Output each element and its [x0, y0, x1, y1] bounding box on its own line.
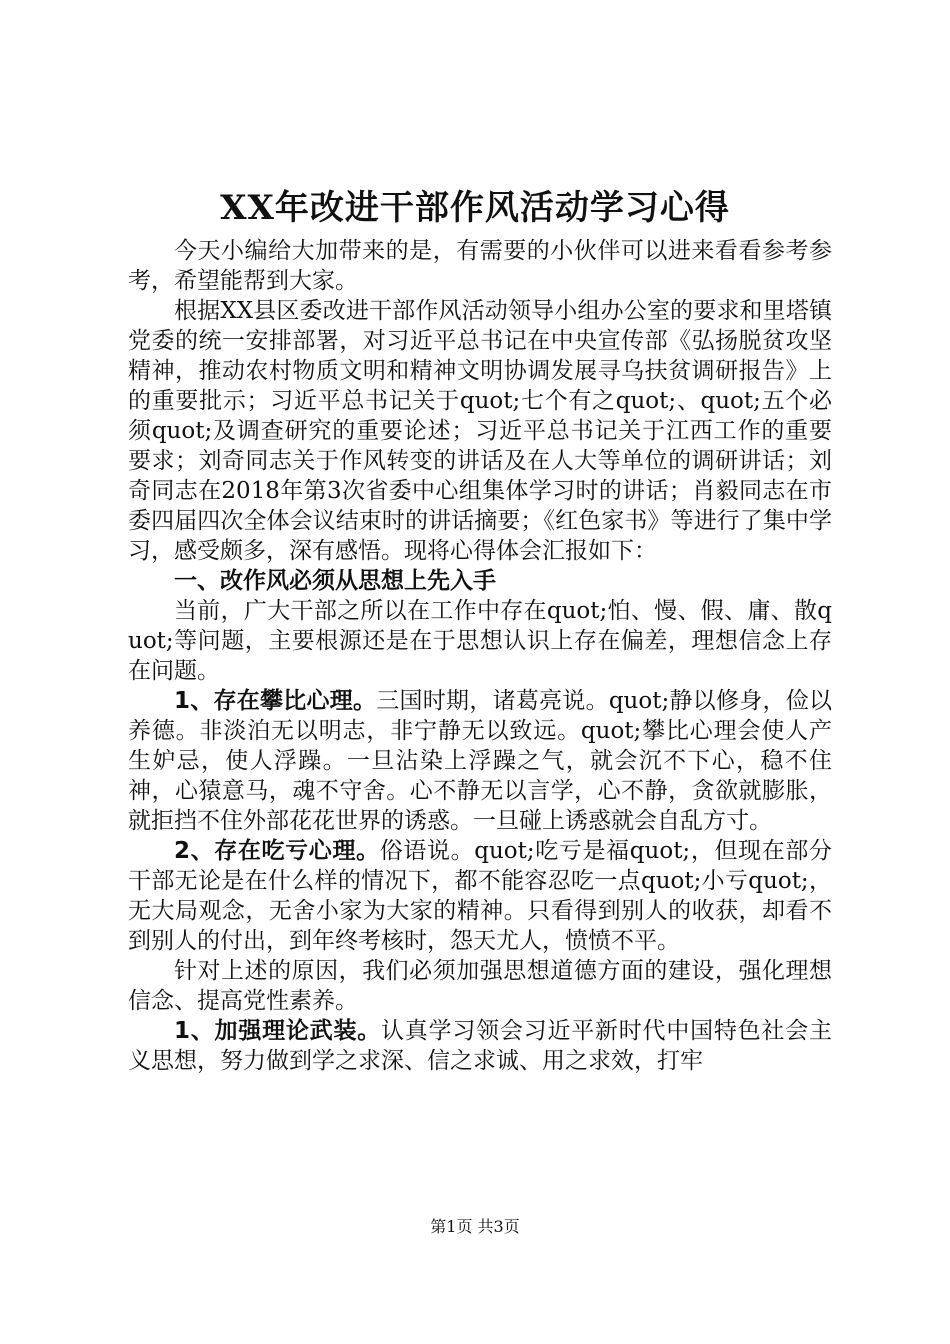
paragraph-lead: 1、存在攀比心理。	[174, 688, 377, 714]
document-body	[128, 236, 832, 1076]
paragraph-lead: 2、存在吃亏心理。	[174, 838, 380, 864]
paragraph: 当前，广大干部之所以在工作中存在quot;怕、慢、假、庸、散quot;等问题，主要根源还是在于思想认识上存在偏差，理想信念上存在问题。	[128, 598, 832, 684]
paragraph: 今天小编给大加带来的是，有需要的小伙伴可以进来看看参考参考，希望能帮到大家。	[128, 238, 832, 294]
section-heading: 一、改作风必须从思想上先入手	[174, 568, 496, 594]
document-title: XX年改进干部作风活动学习心得	[220, 188, 730, 228]
paragraph-lead: 1、加强理论武装。	[174, 1018, 381, 1044]
page-number-footer: 第1页 共3页	[430, 1217, 520, 1236]
paragraph: 2、存在吃亏心理。俗语说。quot;吃亏是福quot;，但现在部分干部无论是在什么样的情况下，都不能容忍吃一点quot;小亏quot;，无大局观念，无舍小家为大家的精神。只看得到别人的收获，却看不到别人的付出，到年终考核时，怨天尤人，愤愤不平。	[128, 838, 832, 954]
paragraph: 针对上述的原因，我们必须加强思想道德方面的建设，强化理想信念、提高党性素养。	[128, 958, 832, 1014]
paragraph: 1、存在攀比心理。三国时期，诸葛亮说。quot;静以修身，俭以养德。非淡泊无以明志，非宁静无以致远。quot;攀比心理会使人产生妒忌，使人浮躁。一旦沾染上浮躁之气，就会沉不下心，稳不住神，心猿意马，魂不守舍。心不静无以言学，心不静，贪欲就膨胀，就拒挡不住外部花花世界的诱惑。一旦碰上诱惑就会自乱方寸。	[128, 688, 832, 834]
paragraph: 1、加强理论武装。认真学习领会习近平新时代中国特色社会主义思想，努力做到学之求深、信之求诚、用之求效，打牢	[128, 1018, 832, 1074]
paragraph: 根据XX县区委改进干部作风活动领导小组办公室的要求和里塔镇党委的统一安排部署，对习近平总书记在中央宣传部《弘扬脱贫攻坚精神，推动农村物质文明和精神文明协调发展寻乌扶贫调研报告》上的重要批示；习近平总书记关于quot;七个有之quot;、quot;五个必须quot;及调查研究的重要论述；习近平总书记关于江西工作的重要要求；刘奇同志关于作风转变的讲话及在人大等单位的调研讲话；刘奇同志在2018年第3次省委中心组集体学习时的讲话；肖毅同志在市委四届四次全体会议结束时的讲话摘要；《红色家书》等进行了集中学习，感受颇多，深有感悟。现将心得体会汇报如下：	[128, 298, 832, 564]
